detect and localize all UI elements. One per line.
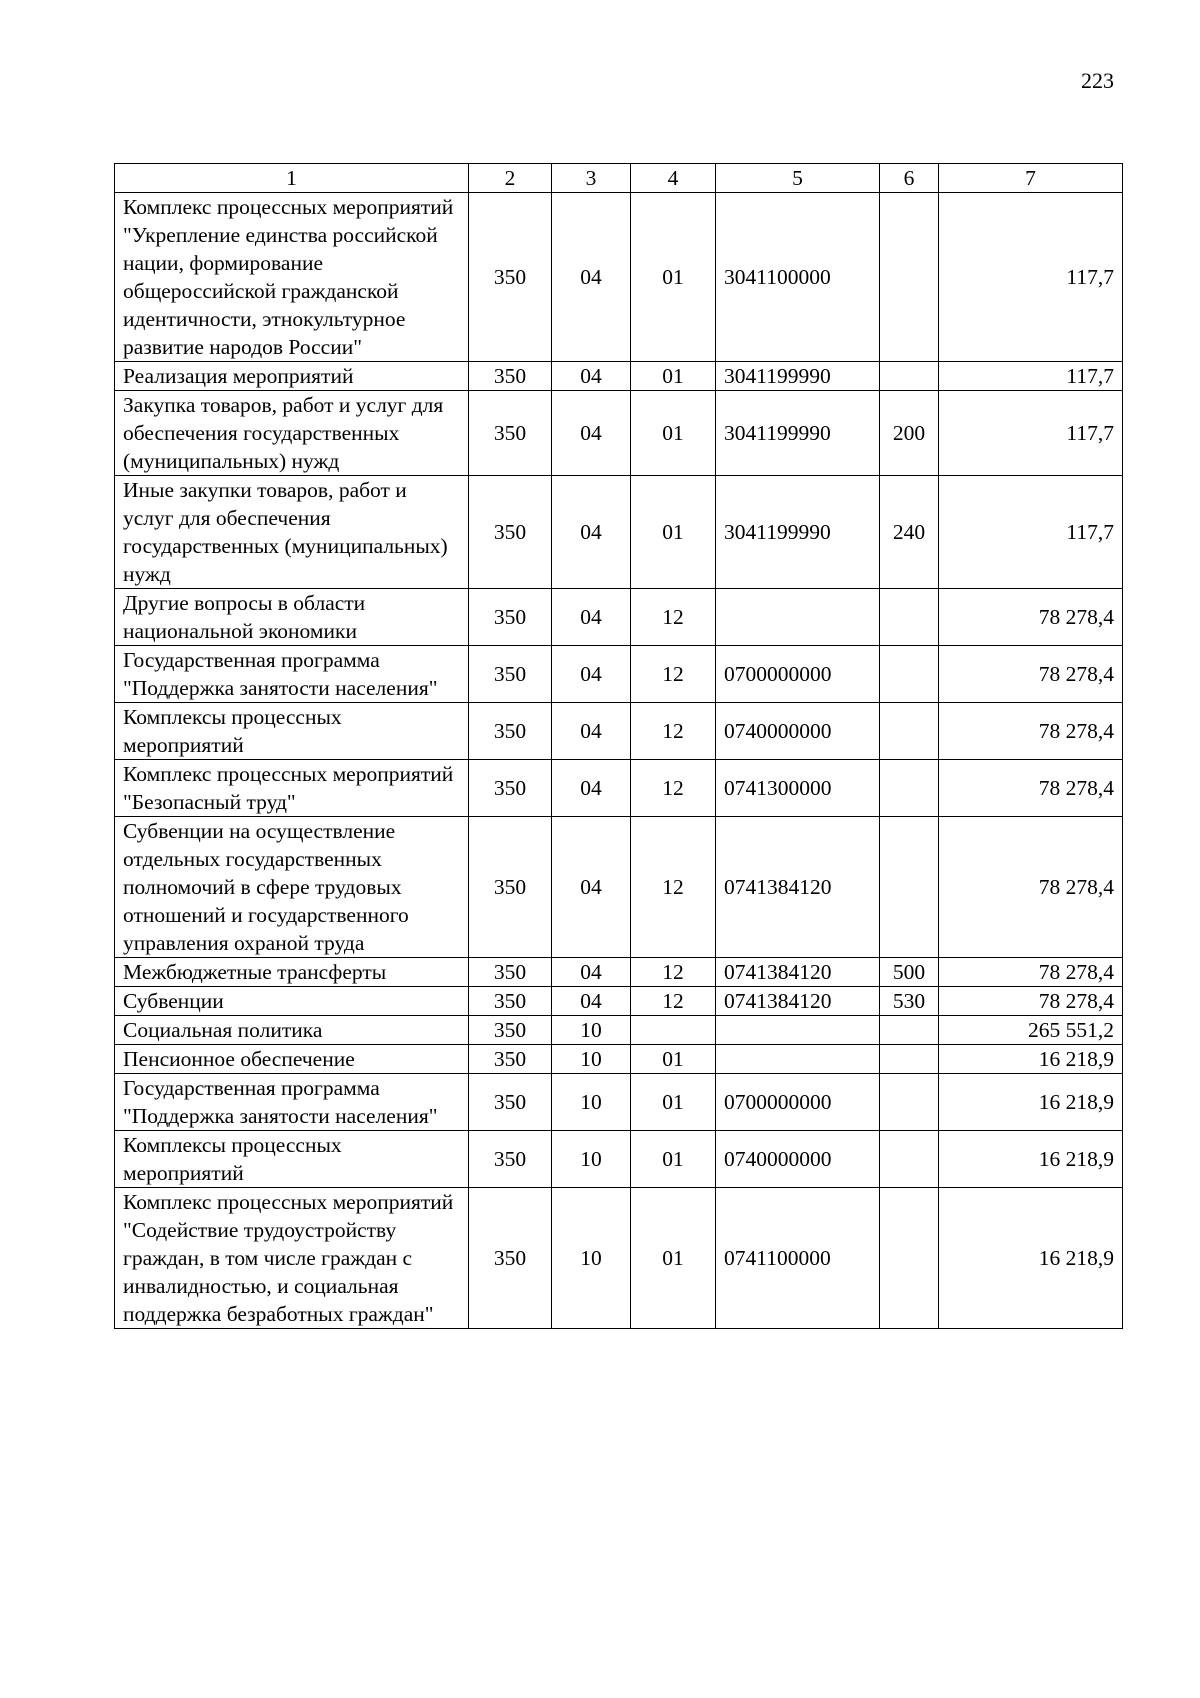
row-code-razdel: 04	[552, 193, 631, 362]
row-code-razdel: 04	[552, 646, 631, 703]
table-row	[115, 476, 1123, 589]
row-code-razdel: 10	[552, 1074, 631, 1131]
row-code-target: 3041199990	[716, 391, 880, 476]
row-name: Государственная программа "Поддержка занятости населения"	[115, 646, 469, 703]
row-code-razdel: 04	[552, 362, 631, 391]
row-amount: 78 278,4	[939, 703, 1123, 760]
row-name: Комплекс процессных мероприятий "Укрепление единства российской нации, формирование общероссийской гражданской идентичности, этнокультурное развитие народов России"	[115, 193, 469, 362]
column-header: 2	[469, 164, 552, 193]
row-code-target: 0740000000	[716, 703, 880, 760]
row-name: Другие вопросы в области национальной экономики	[115, 589, 469, 646]
row-code-podrazdel: 01	[631, 1045, 716, 1074]
table-row	[115, 1074, 1123, 1131]
row-name: Комплексы процессных мероприятий	[115, 1131, 469, 1188]
row-code-razdel: 10	[552, 1045, 631, 1074]
row-code-target	[716, 589, 880, 646]
row-code-target: 0741300000	[716, 760, 880, 817]
budget-table	[114, 163, 1123, 1329]
row-code-expense-type	[880, 1045, 939, 1074]
row-name: Закупка товаров, работ и услуг для обеспечения государственных (муниципальных) нужд	[115, 391, 469, 476]
row-code-glava: 350	[469, 391, 552, 476]
row-code-razdel: 04	[552, 987, 631, 1016]
row-code-target	[716, 1016, 880, 1045]
table-header	[115, 164, 1123, 193]
row-code-podrazdel: 12	[631, 817, 716, 958]
row-code-target: 0700000000	[716, 1074, 880, 1131]
row-code-expense-type	[880, 1131, 939, 1188]
row-code-expense-type: 200	[880, 391, 939, 476]
row-amount: 78 278,4	[939, 760, 1123, 817]
row-code-target: 0700000000	[716, 646, 880, 703]
table-row	[115, 589, 1123, 646]
row-code-glava: 350	[469, 1188, 552, 1329]
row-code-target: 3041199990	[716, 476, 880, 589]
row-amount: 16 218,9	[939, 1131, 1123, 1188]
row-code-glava: 350	[469, 987, 552, 1016]
row-amount: 117,7	[939, 193, 1123, 362]
row-code-expense-type: 530	[880, 987, 939, 1016]
row-amount: 16 218,9	[939, 1045, 1123, 1074]
row-code-glava: 350	[469, 476, 552, 589]
table-row	[115, 1131, 1123, 1188]
row-name: Комплекс процессных мероприятий "Безопасный труд"	[115, 760, 469, 817]
row-amount: 78 278,4	[939, 646, 1123, 703]
row-code-podrazdel: 12	[631, 760, 716, 817]
row-code-target: 0740000000	[716, 1131, 880, 1188]
row-code-glava: 350	[469, 362, 552, 391]
table-row	[115, 987, 1123, 1016]
row-code-podrazdel: 01	[631, 1074, 716, 1131]
row-code-glava: 350	[469, 1045, 552, 1074]
row-code-target: 0741384120	[716, 987, 880, 1016]
row-code-glava: 350	[469, 1131, 552, 1188]
row-code-expense-type: 500	[880, 958, 939, 987]
row-name: Пенсионное обеспечение	[115, 1045, 469, 1074]
row-code-glava: 350	[469, 703, 552, 760]
row-code-glava: 350	[469, 589, 552, 646]
header-row	[115, 164, 1123, 193]
row-amount: 78 278,4	[939, 987, 1123, 1016]
row-name: Реализация мероприятий	[115, 362, 469, 391]
row-code-glava: 350	[469, 958, 552, 987]
table-row	[115, 1016, 1123, 1045]
row-code-expense-type	[880, 362, 939, 391]
table-row	[115, 362, 1123, 391]
row-code-razdel: 10	[552, 1188, 631, 1329]
row-code-expense-type	[880, 1188, 939, 1329]
table-body	[115, 193, 1123, 1329]
row-code-podrazdel: 12	[631, 589, 716, 646]
row-code-expense-type	[880, 760, 939, 817]
row-code-razdel: 04	[552, 703, 631, 760]
row-code-expense-type	[880, 817, 939, 958]
page-number: 223	[1081, 68, 1114, 93]
row-code-glava: 350	[469, 1074, 552, 1131]
table-row	[115, 193, 1123, 362]
row-name: Государственная программа "Поддержка занятости населения"	[115, 1074, 469, 1131]
row-code-expense-type	[880, 646, 939, 703]
row-amount: 117,7	[939, 362, 1123, 391]
table-row	[115, 958, 1123, 987]
row-code-razdel: 04	[552, 760, 631, 817]
row-amount: 78 278,4	[939, 589, 1123, 646]
row-code-expense-type	[880, 703, 939, 760]
row-code-glava: 350	[469, 1016, 552, 1045]
row-code-glava: 350	[469, 817, 552, 958]
row-code-razdel: 04	[552, 391, 631, 476]
row-code-razdel: 04	[552, 817, 631, 958]
row-amount: 78 278,4	[939, 958, 1123, 987]
row-code-target	[716, 1045, 880, 1074]
table-row	[115, 1045, 1123, 1074]
row-name: Комплекс процессных мероприятий "Содействие трудоустройству граждан, в том числе граждан с инвалидностью, и социальная поддержка безработных граждан"	[115, 1188, 469, 1329]
row-code-expense-type	[880, 1074, 939, 1131]
row-amount: 265 551,2	[939, 1016, 1123, 1045]
row-code-expense-type	[880, 193, 939, 362]
row-name: Комплексы процессных мероприятий	[115, 703, 469, 760]
row-code-razdel: 10	[552, 1016, 631, 1045]
row-code-podrazdel: 01	[631, 391, 716, 476]
column-header: 4	[631, 164, 716, 193]
table-row	[115, 1188, 1123, 1329]
row-code-razdel: 04	[552, 958, 631, 987]
row-amount: 78 278,4	[939, 817, 1123, 958]
row-code-target: 0741384120	[716, 958, 880, 987]
row-code-razdel: 04	[552, 589, 631, 646]
column-header: 6	[880, 164, 939, 193]
row-code-glava: 350	[469, 760, 552, 817]
row-code-podrazdel: 12	[631, 646, 716, 703]
row-amount: 117,7	[939, 391, 1123, 476]
row-amount: 16 218,9	[939, 1188, 1123, 1329]
row-amount: 16 218,9	[939, 1074, 1123, 1131]
table-row	[115, 817, 1123, 958]
row-code-podrazdel: 01	[631, 1188, 716, 1329]
row-code-podrazdel: 01	[631, 476, 716, 589]
row-name: Социальная политика	[115, 1016, 469, 1045]
row-code-target: 0741384120	[716, 817, 880, 958]
row-code-razdel: 10	[552, 1131, 631, 1188]
row-name: Субвенции на осуществление отдельных государственных полномочий в сфере трудовых отношений и государственного управления охраной труда	[115, 817, 469, 958]
table-row	[115, 703, 1123, 760]
row-name: Иные закупки товаров, работ и услуг для обеспечения государственных (муниципальных) нужд	[115, 476, 469, 589]
row-code-podrazdel: 01	[631, 362, 716, 391]
row-code-target: 3041199990	[716, 362, 880, 391]
row-code-glava: 350	[469, 193, 552, 362]
row-name: Межбюджетные трансферты	[115, 958, 469, 987]
row-code-podrazdel: 12	[631, 958, 716, 987]
column-header: 7	[939, 164, 1123, 193]
row-code-razdel: 04	[552, 476, 631, 589]
row-code-podrazdel	[631, 1016, 716, 1045]
column-header: 1	[115, 164, 469, 193]
row-code-target: 0741100000	[716, 1188, 880, 1329]
row-code-expense-type	[880, 589, 939, 646]
row-code-podrazdel: 12	[631, 703, 716, 760]
table-row	[115, 391, 1123, 476]
row-code-expense-type	[880, 1016, 939, 1045]
table-row	[115, 646, 1123, 703]
row-code-podrazdel: 01	[631, 1131, 716, 1188]
row-code-glava: 350	[469, 646, 552, 703]
row-code-podrazdel: 01	[631, 193, 716, 362]
row-code-target: 3041100000	[716, 193, 880, 362]
row-amount: 117,7	[939, 476, 1123, 589]
row-code-expense-type: 240	[880, 476, 939, 589]
column-header: 3	[552, 164, 631, 193]
row-name: Субвенции	[115, 987, 469, 1016]
table-row	[115, 760, 1123, 817]
column-header: 5	[716, 164, 880, 193]
row-code-podrazdel: 12	[631, 987, 716, 1016]
